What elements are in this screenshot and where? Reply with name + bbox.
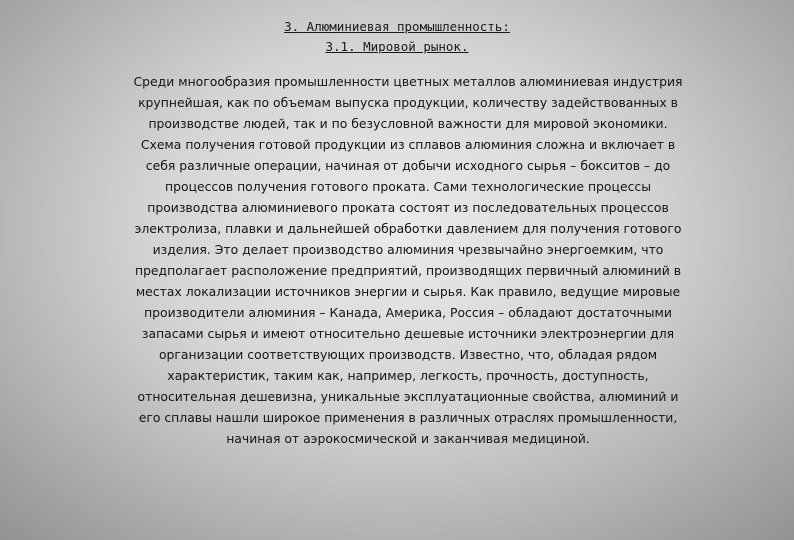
paragraph-line: запасами сырья и имеют относительно дешевые источники электроэнергии для (141, 326, 675, 341)
paragraph-line: себя различные операции, начиная от добычи исходного сырья – бокситов – до (145, 158, 671, 173)
paragraph-line: Схема получения готовой продукции из сплавов алюминия сложна и включает в (140, 137, 676, 152)
paragraph-line: характеристик, таким как, например, легкость, прочность, доступность, (167, 368, 649, 383)
paragraph-line: Среди многообразия промышленности цветных металлов алюминиевая индустрия (133, 74, 683, 89)
body-paragraph (78, 71, 738, 449)
paragraph-line: начиная от аэрокосмической и заканчивая медициной. (226, 431, 590, 446)
paragraph-line: его сплавы нашли широкое применения в различных отраслях промышленности, (138, 410, 678, 425)
paragraph-line: относительная дешевизна, уникальные эксплуатационные свойства, алюминий и (137, 389, 679, 404)
paragraph-line: производители алюминия – Канада, Америка, Россия – обладают достаточными (144, 305, 672, 320)
paragraph-line: местах локализации источников энергии и сырья. Как правило, ведущие мировые (135, 284, 681, 299)
subsection-heading: 3.1. Мировой рынок. (325, 39, 469, 54)
paragraph-line: процессов получения готового проката. Сами технологические процессы (165, 179, 651, 194)
paragraph-line: производстве людей, так и по безусловной важности для мировой экономики. (148, 116, 668, 131)
paragraph-line: изделия. Это делает производство алюминия чрезвычайно энергоемким, что (152, 242, 664, 257)
paragraph-line: крупнейшая, как по объемам выпуска продукции, количеству задействованных в (138, 95, 678, 110)
paragraph-line: организации соответствующих производств. Известно, что, обладая рядом (158, 347, 658, 362)
paragraph-line: предполагает расположение предприятий, производящих первичный алюминий в (134, 263, 682, 278)
paragraph-line: электролиза, плавки и дальнейшей обработки давлением для получения готового (134, 221, 682, 236)
paragraph-line: производства алюминиевого проката состоят из последовательных процессов (147, 200, 669, 215)
section-heading: 3. Алюминиевая промышленность: (284, 19, 510, 34)
